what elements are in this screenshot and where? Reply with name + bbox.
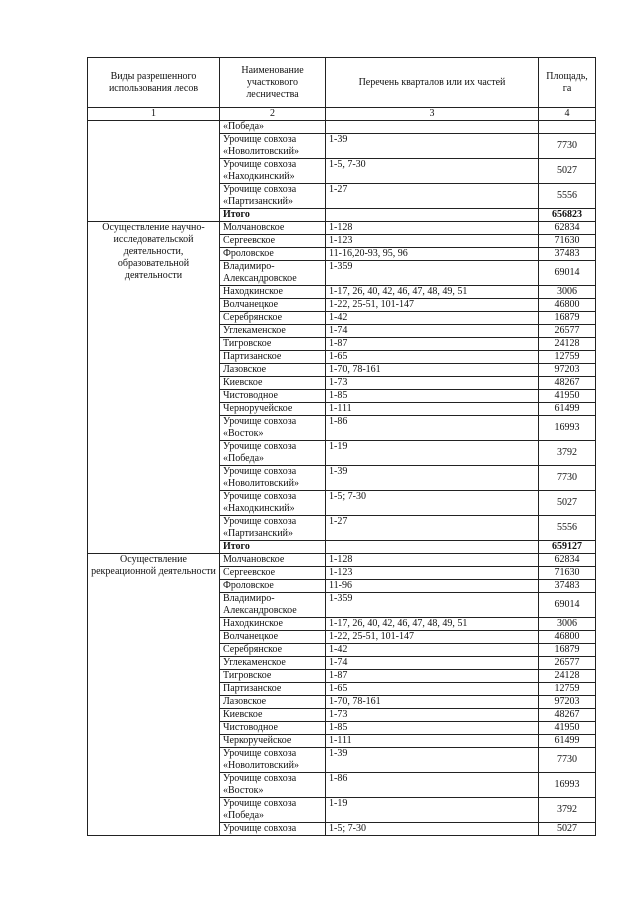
area-cell: 12759	[539, 351, 596, 364]
forestry-name-cell: Урочище совхоза «Восток»	[220, 773, 326, 798]
quarters-cell: 1-359	[326, 593, 539, 618]
use-type-cell	[88, 121, 220, 222]
forestry-name-cell: Урочище совхоза «Партизанский»	[220, 184, 326, 209]
table-row	[88, 554, 596, 567]
area-cell: 16879	[539, 644, 596, 657]
quarters-cell: 1-27	[326, 516, 539, 541]
area-cell: 69014	[539, 593, 596, 618]
area-cell: 37483	[539, 248, 596, 261]
forestry-name-cell: Киевское	[220, 377, 326, 390]
forestry-name-cell: Урочище совхоза «Новолитовский»	[220, 134, 326, 159]
forestry-name-cell: Урочище совхоза «Находкинский»	[220, 159, 326, 184]
area-cell: 26577	[539, 657, 596, 670]
area-cell: 24128	[539, 338, 596, 351]
forestry-name-cell: Фроловское	[220, 248, 326, 261]
quarters-cell: 1-359	[326, 261, 539, 286]
quarters-cell: 1-39	[326, 134, 539, 159]
area-cell: 48267	[539, 709, 596, 722]
header-use-type: Виды разрешенного использования лесов	[88, 58, 220, 108]
forestry-name-cell: Итого	[220, 541, 326, 554]
header-row	[88, 58, 596, 108]
forestry-name-cell: Углекаменское	[220, 657, 326, 670]
forest-use-table	[87, 57, 596, 836]
quarters-cell	[326, 121, 539, 134]
area-cell: 3792	[539, 798, 596, 823]
area-cell: 5027	[539, 159, 596, 184]
column-number: 1	[88, 108, 220, 121]
header-area: Площадь, га	[539, 58, 596, 108]
quarters-cell: 1-42	[326, 312, 539, 325]
area-cell: 659127	[539, 541, 596, 554]
forestry-name-cell: Партизанское	[220, 683, 326, 696]
quarters-cell: 1-19	[326, 441, 539, 466]
forestry-name-cell: Урочище совхоза «Партизанский»	[220, 516, 326, 541]
quarters-cell: 1-19	[326, 798, 539, 823]
forestry-name-cell: Серебрянское	[220, 312, 326, 325]
forestry-name-cell: Лазовское	[220, 364, 326, 377]
quarters-cell: 1-73	[326, 377, 539, 390]
quarters-cell: 1-111	[326, 735, 539, 748]
area-cell: 46800	[539, 299, 596, 312]
area-cell: 48267	[539, 377, 596, 390]
area-cell: 71630	[539, 235, 596, 248]
area-cell: 41950	[539, 722, 596, 735]
area-cell: 3792	[539, 441, 596, 466]
forestry-name-cell: Владимиро-Александровское	[220, 593, 326, 618]
quarters-cell: 1-39	[326, 748, 539, 773]
forestry-name-cell: Урочище совхоза «Находкинский»	[220, 491, 326, 516]
area-cell	[539, 121, 596, 134]
forestry-name-cell: Тигровское	[220, 338, 326, 351]
quarters-cell: 1-123	[326, 567, 539, 580]
forestry-name-cell: Находкинское	[220, 618, 326, 631]
column-number: 4	[539, 108, 596, 121]
area-cell: 7730	[539, 134, 596, 159]
forestry-name-cell: Волчанецкое	[220, 631, 326, 644]
area-cell: 97203	[539, 364, 596, 377]
forestry-name-cell: Волчанецкое	[220, 299, 326, 312]
quarters-cell	[326, 541, 539, 554]
quarters-cell: 1-111	[326, 403, 539, 416]
forestry-name-cell: Находкинское	[220, 286, 326, 299]
quarters-cell: 1-70, 78-161	[326, 696, 539, 709]
area-cell: 7730	[539, 466, 596, 491]
area-cell: 69014	[539, 261, 596, 286]
header-quarters: Перечень кварталов или их частей	[326, 58, 539, 108]
use-type-cell: Осуществление рекреационной деятельности	[88, 554, 220, 836]
area-cell: 656823	[539, 209, 596, 222]
header-forestry-name: Наименование участкового лесничества	[220, 58, 326, 108]
forestry-name-cell: Урочище совхоза «Новолитовский»	[220, 748, 326, 773]
forestry-name-cell: Молчановское	[220, 222, 326, 235]
table-row	[88, 222, 596, 235]
quarters-cell: 11-96	[326, 580, 539, 593]
area-cell: 24128	[539, 670, 596, 683]
forestry-name-cell: Урочище совхоза	[220, 823, 326, 836]
column-number: 3	[326, 108, 539, 121]
forestry-name-cell: Чистоводное	[220, 390, 326, 403]
quarters-cell: 1-85	[326, 390, 539, 403]
area-cell: 16879	[539, 312, 596, 325]
quarters-cell: 1-86	[326, 773, 539, 798]
forestry-name-cell: Итого	[220, 209, 326, 222]
quarters-cell: 1-5; 7-30	[326, 491, 539, 516]
quarters-cell: 1-42	[326, 644, 539, 657]
quarters-cell: 1-86	[326, 416, 539, 441]
area-cell: 5027	[539, 491, 596, 516]
forestry-name-cell: Сергеевское	[220, 235, 326, 248]
area-cell: 7730	[539, 748, 596, 773]
forestry-name-cell: Урочище совхоза «Победа»	[220, 441, 326, 466]
forestry-name-cell: Урочище совхоза «Восток»	[220, 416, 326, 441]
area-cell: 71630	[539, 567, 596, 580]
area-cell: 5027	[539, 823, 596, 836]
quarters-cell: 1-73	[326, 709, 539, 722]
area-cell: 61499	[539, 403, 596, 416]
column-number-row	[88, 108, 596, 121]
area-cell: 61499	[539, 735, 596, 748]
area-cell: 5556	[539, 184, 596, 209]
quarters-cell: 1-27	[326, 184, 539, 209]
quarters-cell: 1-74	[326, 325, 539, 338]
quarters-cell: 1-22, 25-51, 101-147	[326, 299, 539, 312]
quarters-cell	[326, 209, 539, 222]
forestry-name-cell: Фроловское	[220, 580, 326, 593]
area-cell: 16993	[539, 773, 596, 798]
forestry-name-cell: «Победа»	[220, 121, 326, 134]
forestry-name-cell: Тигровское	[220, 670, 326, 683]
quarters-cell: 1-128	[326, 222, 539, 235]
quarters-cell: 1-87	[326, 670, 539, 683]
area-cell: 5556	[539, 516, 596, 541]
quarters-cell: 11-16,20-93, 95, 96	[326, 248, 539, 261]
forestry-name-cell: Углекаменское	[220, 325, 326, 338]
quarters-cell: 1-70, 78-161	[326, 364, 539, 377]
quarters-cell: 1-17, 26, 40, 42, 46, 47, 48, 49, 51	[326, 286, 539, 299]
forestry-name-cell: Владимиро-Александровское	[220, 261, 326, 286]
area-cell: 3006	[539, 618, 596, 631]
forestry-name-cell: Урочище совхоза «Новолитовский»	[220, 466, 326, 491]
quarters-cell: 1-17, 26, 40, 42, 46, 47, 48, 49, 51	[326, 618, 539, 631]
quarters-cell: 1-85	[326, 722, 539, 735]
area-cell: 37483	[539, 580, 596, 593]
area-cell: 16993	[539, 416, 596, 441]
quarters-cell: 1-65	[326, 683, 539, 696]
quarters-cell: 1-22, 25-51, 101-147	[326, 631, 539, 644]
forestry-name-cell: Серебрянское	[220, 644, 326, 657]
forestry-name-cell: Чистоводное	[220, 722, 326, 735]
forestry-name-cell: Лазовское	[220, 696, 326, 709]
forestry-name-cell: Сергеевское	[220, 567, 326, 580]
forestry-name-cell: Молчановское	[220, 554, 326, 567]
forestry-name-cell: Партизанское	[220, 351, 326, 364]
quarters-cell: 1-5, 7-30	[326, 159, 539, 184]
forestry-name-cell: Черноручейское	[220, 403, 326, 416]
area-cell: 97203	[539, 696, 596, 709]
use-type-cell: Осуществление научно-исследовательской деятельности, образовательной деятельности	[88, 222, 220, 554]
column-number: 2	[220, 108, 326, 121]
forestry-name-cell: Урочище совхоза «Победа»	[220, 798, 326, 823]
area-cell: 62834	[539, 554, 596, 567]
area-cell: 26577	[539, 325, 596, 338]
quarters-cell: 1-65	[326, 351, 539, 364]
quarters-cell: 1-128	[326, 554, 539, 567]
quarters-cell: 1-87	[326, 338, 539, 351]
forestry-name-cell: Киевское	[220, 709, 326, 722]
area-cell: 12759	[539, 683, 596, 696]
table-row	[88, 121, 596, 134]
quarters-cell: 1-74	[326, 657, 539, 670]
area-cell: 62834	[539, 222, 596, 235]
forestry-name-cell: Черкоручейское	[220, 735, 326, 748]
area-cell: 46800	[539, 631, 596, 644]
quarters-cell: 1-123	[326, 235, 539, 248]
quarters-cell: 1-5; 7-30	[326, 823, 539, 836]
quarters-cell: 1-39	[326, 466, 539, 491]
area-cell: 41950	[539, 390, 596, 403]
area-cell: 3006	[539, 286, 596, 299]
